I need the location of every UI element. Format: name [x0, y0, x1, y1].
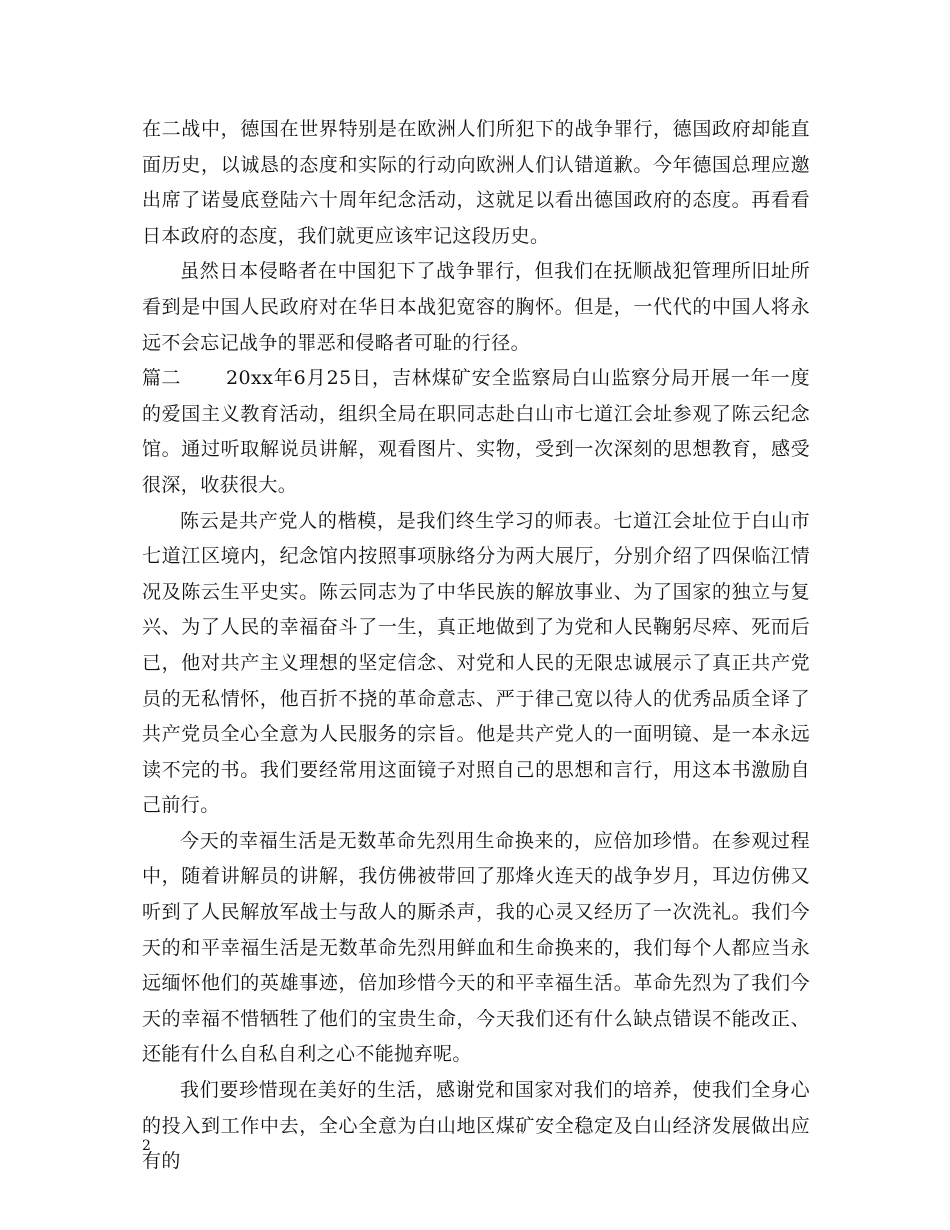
paragraph-4: 陈云是共产党人的楷模，是我们终生学习的师表。七道江会址位于白山市七道江区境内，纪念馆内按照事项脉络分为两大展厅，分别介绍了四保临江情况及陈云生平史实。陈云同志为了中华民族的解放事业、为了国家的独立与复兴、为了人民的幸福奋斗了一生，真正地做到了为党和人民鞠躬尽瘁、死而后已，他对共产主义理想的坚定信念、对党和人民的无限忠诚展示了真正共产党员的无私情怀，他百折不挠的革命意志、严于律己宽以待人的优秀品质全译了共产党员全心全意为人民服务的宗旨。他是共产党人的一面明镜、是一本永远读不完的书。我们要经常用这面镜子对照自己的思想和言行，用这本书激励自己前行。: [142, 509, 810, 817]
paragraph-5: 今天的幸福生活是无数革命先烈用生命换来的，应倍加珍惜。在参观过程中，随着讲解员的讲解，我仿佛被带回了那烽火连天的战争岁月，耳边仿佛又听到了人民解放军战士与敌人的厮杀声，我的心灵又经历了一次洗礼。我们今天的和平幸福生活是无数革命先烈用鲜血和生命换来的，我们每个人都应当永远缅怀他们的英雄事迹，倍加珍惜今天的和平幸福生活。革命先烈为了我们今天的幸福不惜牺牲了他们的宝贵生命，今天我们还有什么缺点错误不能改正、还能有什么自私自利之心不能抛弃呢。: [142, 829, 810, 1066]
paragraph-1: 在二战中，德国在世界特别是在欧洲人们所犯下的战争罪行，德国政府却能直面历史，以诚恳的态度和实际的行动向欧洲人们认错道歉。今年德国总理应邀出席了诺曼底登陆六十周年纪念活动，这就足以看出德国政府的态度。再看看日本政府的态度，我们就更应该牢记这段历史。: [142, 118, 810, 247]
paragraph-3-text: 20xx年6月25日，吉林煤矿安全监察局白山监察分局开展一年一度的爱国主义教育活动，组织全局在职同志赴白山市七道江会址参观了陈云纪念馆。通过听取解说员讲解，观看图片、实物，受到一次深刻的思想教育，感受很深，收获很大。: [142, 367, 810, 496]
paragraph-6: 我们要珍惜现在美好的生活，感谢党和国家对我们的培养，使我们全身心的投入到工作中去，全心全意为白山地区煤矿安全稳定及白山经济发展做出应有的: [142, 1079, 810, 1173]
page-number: 2: [142, 1138, 151, 1154]
paragraph-3: [142, 361, 810, 503]
section-label: 篇二: [142, 367, 181, 390]
paragraph-2: 虽然日本侵略者在中国犯下了战争罪行，但我们在抚顺战犯管理所旧址所看到是中国人民政府对在华日本战犯宽容的胸怀。但是，一代代的中国人将永远不会忘记战争的罪恶和侵略者可耻的行径。: [142, 260, 810, 354]
body-text: [142, 112, 810, 1180]
